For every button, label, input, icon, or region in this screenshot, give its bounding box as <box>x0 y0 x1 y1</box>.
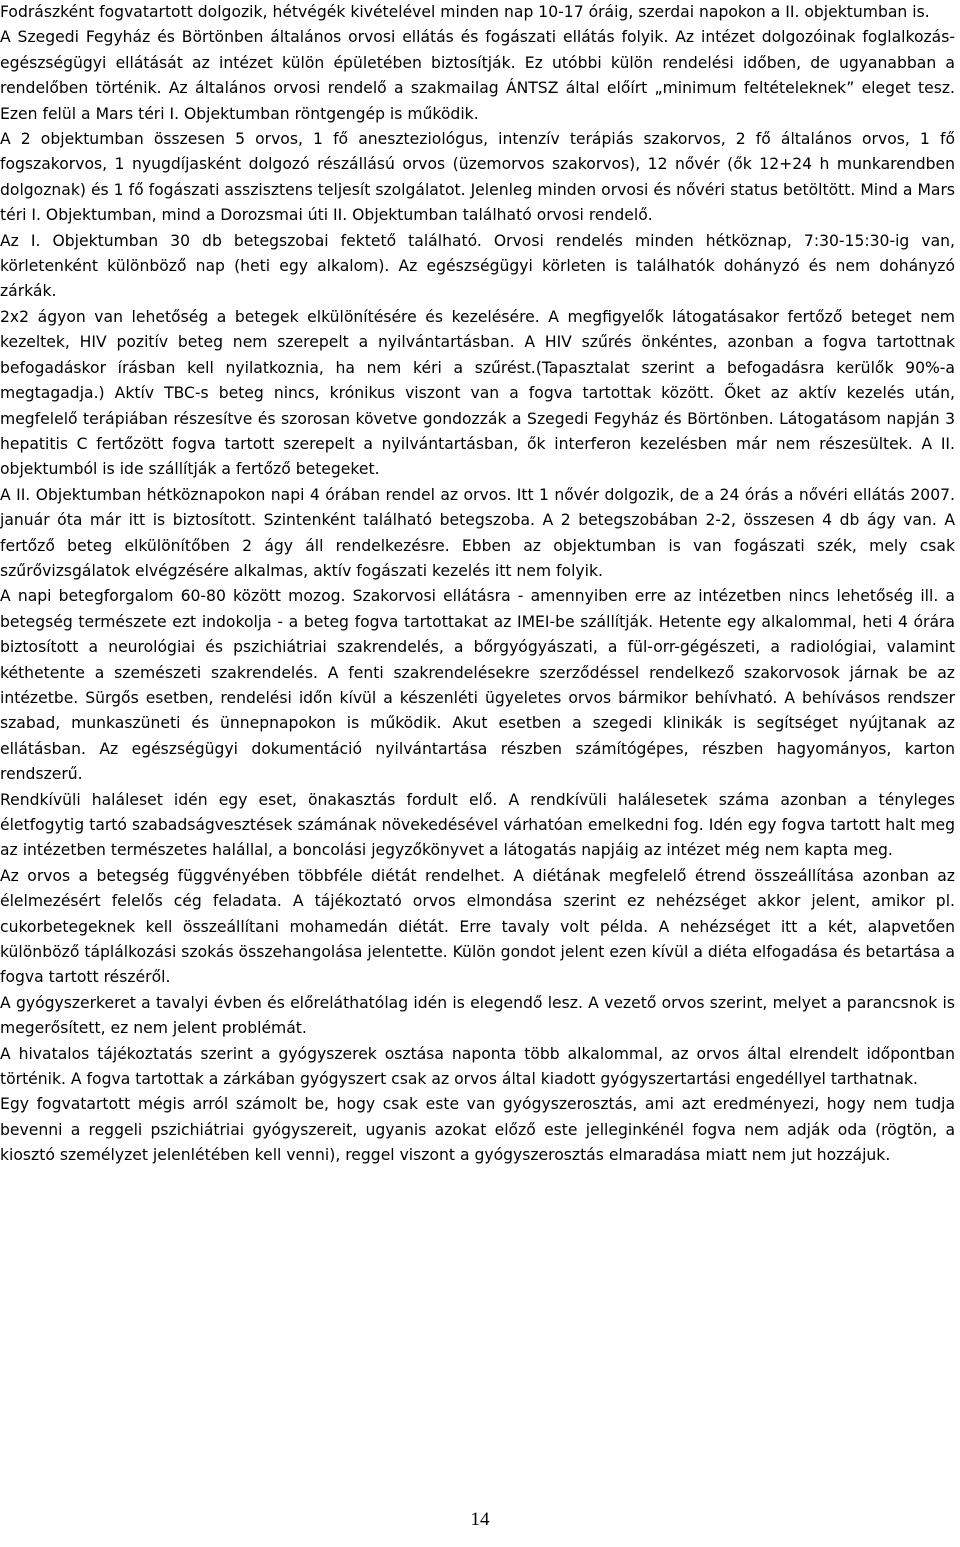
paragraph-patient-traffic: A napi betegforgalom 60-80 között mozog. Szakorvosi ellátásra - amennyiben erre az intézetben nincs lehetőség ill. a betegség természete ezt indokolja - a beteg fogva tartottakat az IMEI-be szállítják. Hetente egy alkalommal, heti 4 órára biztosított a neurológiai és pszichiátriai szakrendelés, a bőrgyógyászati, a fül-orr-gégészeti, a radiológiai, valamint kéthetente a szemészeti szakrendelés. A fenti szakrendelésekre szerződéssel rendelkező szakorvosok járnak be az intézetbe. Sürgős esetben, rendelési időn kívül a készenléti ügyeletes orvos bármikor behívható. A behívásos rendszer szabad, munkaszüneti és ünnepnapokon is működik. Akut esetben a szegedi klinikák is segítséget nyújtanak az ellátásban. Az egészségügyi dokumentáció nyilvántartása részben számítógépes, részben hagyományos, karton rendszerű. <box>0 587 955 784</box>
paragraph-medication-budget: A gyógyszerkeret a tavalyi évben és előreláthatólag idén is elegendő lesz. A vezető orvos szerint, melyet a parancsnok is megerősített, ez nem jelent problémát. <box>0 993 955 1038</box>
paragraph-isolation: 2x2 ágyon van lehetőség a betegek elkülönítésére és kezelésére. A megfigyelők látogatásakor fertőző beteget nem kezeltek, HIV pozitív beteg nem szerepelt a nyilvántartásban. A HIV szűrés önkéntes, azonban a fogva tartottnak befogadáskor írásban kell nyilatkoznia, ha nem kéri a szűrést.(Tapasztalat szerint a befogadásra kerülők 90%-a megtagadja.) Aktív TBC-s beteg nincs, krónikus viszont van a fogva tartottak között. Őket az aktív kezelés után, megfelelő terápiában részesítve és szorosan követve gondozzák a Szegedi Fegyház és Börtönben. Látogatásom napján 3 hepatitis C fertőzött fogva tartott szerepelt a nyilvántartásban, ők interferon kezelésben már nem részesültek. A II. objektumból is ide szállítják a fertőző betegeket. <box>0 307 955 479</box>
paragraph-barber: Fodrászként fogvatartott dolgozik, hétvégék kivételével minden nap 10-17 óráig, szerdai napokon a II. objektumban is. <box>0 3 930 21</box>
paragraph-inmate-report: Egy fogvatartott mégis arról számolt be, hogy csak este van gyógyszerosztás, ami azt eredményezi, hogy nem tudja bevenni a reggeli pszichiátriai gyógyszereit, ugyanis azokat előző este jelleginkénél fogva nem adják oda (rögtön, a kiosztó személyzet jelenlétében kell venni), reggel viszont a gyógyszerosztás elmaradása miatt nem jut hozzájuk. <box>0 1095 955 1165</box>
paragraph-staff: A 2 objektumban összesen 5 orvos, 1 fő aneszteziológus, intenzív terápiás szakorvos, 2 fő általános orvos, 1 fő fogszakorvos, 1 nyugdíjasként dolgozó részállású orvos (üzemorvos szakorvos), 12 nővér (ők 12+24 h munkarendben dolgoznak) és 1 fő fogászati asszisztens teljesít szolgálatot. Jelenleg minden orvosi és nővéri status betöltött. Mind a Mars téri I. Objektumban, mind a Dorozsmai úti II. Objektumban található orvosi rendelő. <box>0 130 955 225</box>
paragraph-objective-one: Az I. Objektumban 30 db betegszobai fektető található. Orvosi rendelés minden hétköznap, 7:30-15:30-ig van, körletenként különböző nap (heti egy alkalom). Az egészségügyi körleten is találhatók dohányzó és nem dohányzó zárkák. <box>0 231 955 301</box>
paragraph-deaths: Rendkívüli haláleset idén egy eset, önakasztás fordult elő. A rendkívüli halálesetek száma azonban a tényleges életfogytig tartó szabadságvesztések számának növekedésével várhatóan emelkedni fog. Idén egy fogva tartott halt meg az intézetben természetes halállal, a boncolási jegyzőkönyvet a látogatás napjáig az intézet még nem kapta meg. <box>0 790 955 860</box>
paragraph-medical-care: A Szegedi Fegyház és Börtönben általános orvosi ellátás és fogászati ellátás folyik. Az intézet dolgozóinak foglalkozás-egészségügyi ellátását az intézet külön épületében biztosítják. Ez utóbbi külön rendelési időben, de ugyanabban a rendelőben történik. Az általános orvosi rendelő a szakmailag ÁNTSZ által előírt „minimum feltételeknek” eleget tesz. Ezen felül a Mars téri I. Objektumban röntgengép is működik. <box>0 28 955 123</box>
paragraph-objective-two: A II. Objektumban hétköznapokon napi 4 órában rendel az orvos. Itt 1 nővér dolgozik, de a 24 órás a nővéri ellátás 2007. január óta már itt is biztosított. Szintenként található betegszoba. A 2 betegszobában 2-2, összesen 4 db ágy van. A fertőző beteg elkülönítőben 2 ágy áll rendelkezésre. Ebben az objektumban is van fogászati szék, mely csak szűrővizsgálatok elvégzésére alkalmas, aktív fogászati kezelés itt nem folyik. <box>0 485 955 580</box>
page-number: 14 <box>470 1509 490 1530</box>
paragraph-diet: Az orvos a betegség függvényében többféle diétát rendelhet. A diétának megfelelő étrend összeállítása azonban az élelmezésért felelős cég feladata. A tájékoztató orvos elmondása szerint ez nehézséget akkor jelent, amikor pl. cukorbetegeknek kell összeállítani mohamedán diétát. Erre tavaly volt példa. A nehézséget itt a két, alapvetően különböző táplálkozási szokás összehangolása jelentette. Külön gondot jelent ezen kívül a diéta elfogadása és betartása a fogva tartott részéről. <box>0 866 955 987</box>
paragraph-medication-distribution: A hivatalos tájékoztatás szerint a gyógyszerek osztása naponta több alkalommal, az orvos által elrendelt időpontban történik. A fogva tartottak a zárkában gyógyszert csak az orvos által kiadott gyógyszertartási engedéllyel tarthatnak. <box>0 1044 955 1089</box>
